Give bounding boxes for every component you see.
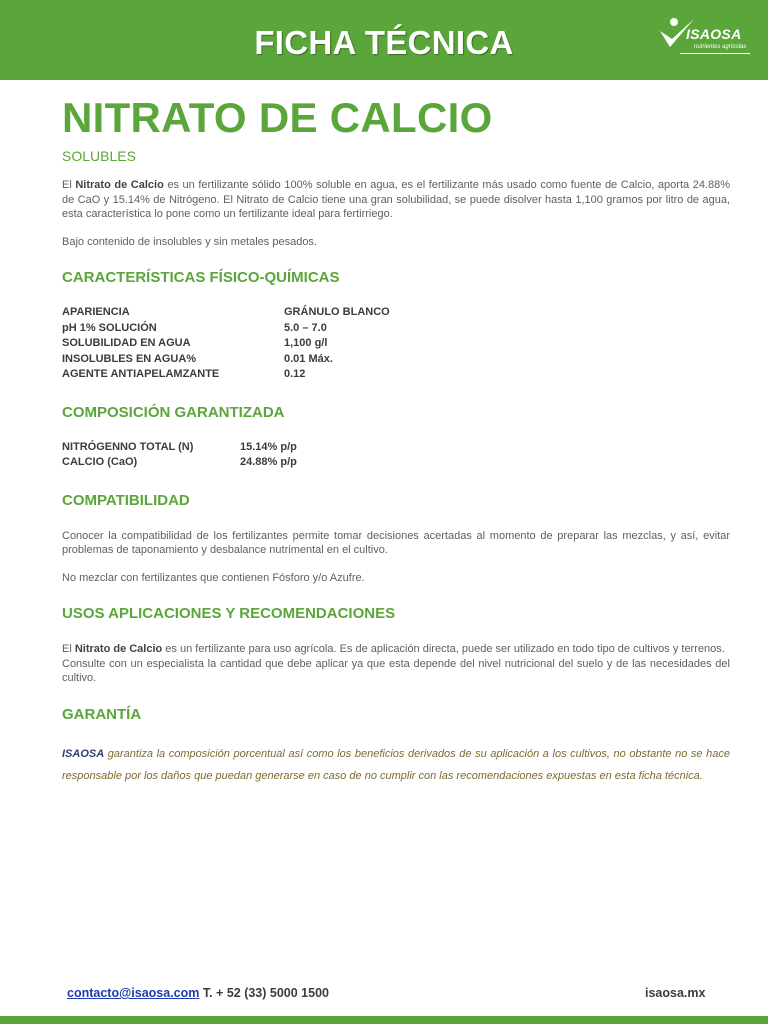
- property-label: SOLUBILIDAD EN AGUA: [62, 337, 191, 349]
- phone-number: T. + 52 (33) 5000 1500: [199, 986, 329, 1000]
- table-row: [62, 441, 297, 457]
- table-row: [62, 337, 390, 353]
- property-value: 5.0 – 7.0: [284, 321, 327, 334]
- uses-text: es un fertilizante para uso agrícola. Es de aplicación directa, puede ser utilizado en todo tipo de cultivos y terrenos.: [162, 643, 725, 655]
- product-title: NITRATO DE CALCIO: [62, 94, 493, 141]
- compatibility-paragraph: Conocer la compatibilidad de los fertilizantes permite tomar decisiones acertadas al momento de preparar las mezclas, y así, evitar problemas de taponamiento y desbalance nutrimental en el cultivo.: [62, 529, 730, 556]
- intro-note: Bajo contenido de insolubles y sin metales pesados.: [62, 235, 317, 248]
- guarantee-brand: ISAOSA: [62, 747, 105, 760]
- compatibility-heading: COMPATIBILIDAD: [62, 491, 190, 509]
- footer-contact: [67, 986, 329, 1000]
- uses-heading: USOS APLICACIONES Y RECOMENDACIONES: [62, 605, 396, 622]
- table-row: [62, 456, 297, 472]
- property-value: 1,100 g/l: [284, 337, 328, 349]
- property-label: AGENTE ANTIAPELAMZANTE: [62, 368, 220, 380]
- table-row: [62, 368, 390, 384]
- table-row: [62, 322, 390, 338]
- uses-product-name: Nitrato de Calcio: [74, 643, 163, 655]
- characteristics-heading: CARACTERÍSTICAS FÍSICO-QUÍMICAS: [62, 269, 340, 286]
- composition-table: [62, 441, 297, 472]
- logo-tagline: nutrientes agrícolas: [694, 44, 747, 50]
- uses-prefix: El: [62, 643, 75, 655]
- property-label: INSOLUBLES EN AGUA%: [62, 352, 197, 365]
- intro-text: es un fertilizante sólido 100% soluble en agua, es el fertilizante más usado como fuente de Calcio, aporta 24.88% de CaO y 15.14% de Nitrógeno. El Nitrato de Calcio tiene una gran solubilidad, se puede disolver hasta 1,100 gramos por litro de agua, esta característica lo pone como un fertilizante ideal para fertirriego.: [62, 179, 731, 220]
- uses-recommendation: Consulte con un especialista la cantidad que debe aplicar ya que esta depende del nivel nutricional del suelo y de las necesidades del cultivo.: [62, 657, 730, 684]
- component-label: CALCIO (CaO): [62, 456, 138, 468]
- email-link[interactable]: contacto@isaosa.com: [67, 986, 200, 1000]
- intro-product-name: Nitrato de Calcio: [75, 179, 164, 191]
- property-value: GRÁNULO BLANCO: [284, 306, 390, 318]
- document-title: FICHA TÉCNICA: [254, 24, 514, 61]
- component-value: 15.14% p/p: [240, 440, 297, 453]
- component-value: 24.88% p/p: [240, 456, 297, 468]
- product-subtitle: SOLUBLES: [62, 148, 136, 164]
- property-value: 0.12: [284, 368, 306, 380]
- compatibility-note: No mezclar con fertilizantes que contienen Fósforo y/o Azufre.: [62, 571, 365, 584]
- characteristics-table: [62, 306, 390, 384]
- guarantee-heading: GARANTÍA: [62, 705, 142, 723]
- property-value: 0.01 Máx.: [284, 352, 333, 365]
- website-link[interactable]: isaosa.mx: [645, 986, 706, 1000]
- footer-bar: [0, 1016, 768, 1024]
- guarantee-paragraph: [62, 743, 730, 787]
- intro-prefix: El: [62, 179, 76, 191]
- logo-wordmark: ISAOSA: [686, 26, 742, 42]
- uses-paragraph: [62, 642, 730, 657]
- composition-heading: COMPOSICIÓN GARANTIZADA: [62, 403, 285, 421]
- component-label: NITRÓGENNO TOTAL (N): [62, 440, 194, 453]
- logo-underline: [680, 53, 750, 54]
- document-body: [62, 80, 730, 787]
- header-bar: [0, 0, 768, 80]
- property-label: pH 1% SOLUCIÓN: [62, 321, 157, 334]
- intro-paragraph: [62, 178, 730, 222]
- company-logo: [656, 15, 756, 61]
- table-row: [62, 306, 390, 322]
- property-label: APARIENCIA: [62, 306, 130, 318]
- table-row: [62, 353, 390, 369]
- guarantee-text: garantiza la composición porcentual así como los beneficios derivados de su aplicación a los cultivos, no obstante no se hace responsable por los daños que puedan generarse en caso de no cumplir con las recomendaciones expuestas en esta ficha técnica.: [62, 747, 730, 782]
